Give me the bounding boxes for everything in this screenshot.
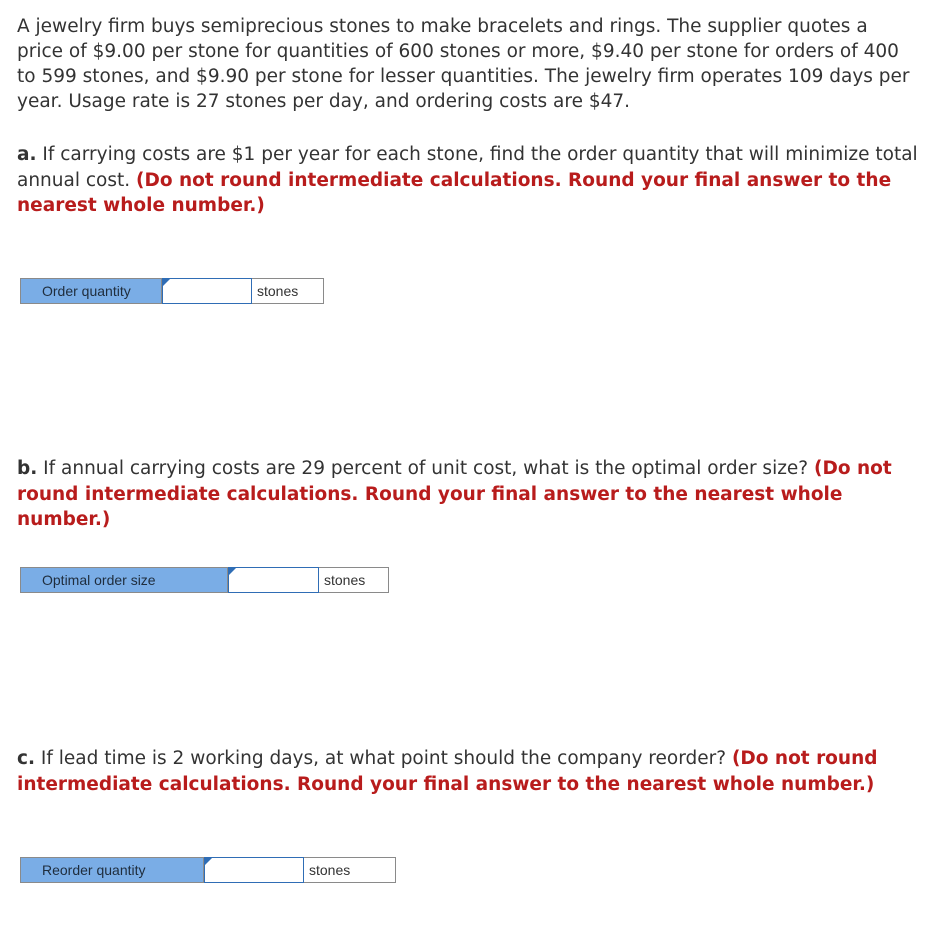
reorder-quantity-unit: stones [304,857,396,883]
optimal-order-size-input-wrap [228,567,319,593]
question-b-text: If annual carrying costs are 29 percent of unit cost, what is the optimal order size? [43,458,809,479]
answer-row-b [20,567,389,593]
question-b-letter: b. [17,458,38,479]
question-a-letter: a. [17,144,37,165]
question-b [17,456,923,533]
question-c-instruction: (Do not round intermediate calculations. Round your final answer to the nearest whole number.) [17,748,878,795]
reorder-quantity-label: Reorder quantity [20,857,204,883]
question-a-instruction: (Do not round intermediate calculations. Round your final answer to the nearest whole number.) [17,169,892,216]
order-quantity-unit: stones [252,278,324,304]
reorder-quantity-input-wrap [204,857,304,883]
optimal-order-size-unit: stones [319,567,389,593]
question-c [17,746,923,797]
optimal-order-size-input[interactable] [228,567,319,593]
question-b-instruction: (Do not round intermediate calculations. Round your final answer to the nearest whole number.) [17,458,892,530]
optimal-order-size-label: Optimal order size [20,567,228,593]
question-a [17,142,923,219]
question-c-letter: c. [17,748,35,769]
order-quantity-input-wrap [162,278,252,304]
question-c-text: If lead time is 2 working days, at what point should the company reorder? [40,748,727,769]
question-a-text: If carrying costs are $1 per year for each stone, find the order quantity that will minimize total annual cost. [17,144,918,191]
order-quantity-label: Order quantity [20,278,162,304]
order-quantity-input[interactable] [162,278,252,304]
answer-row-c [20,857,396,883]
problem-statement: A jewelry firm buys semiprecious stones to make bracelets and rings. The supplier quotes a price of $9.00 per stone for quantities of 600 stones or more, $9.40 per stone for orders of 400 to 599 stones, and $9.90 per stone for lesser quantities. The jewelry firm operates 109 days per year. Usage rate is 27 stones per day, and ordering costs are $47. [17,16,910,112]
reorder-quantity-input[interactable] [204,857,304,883]
answer-row-a [20,278,324,304]
